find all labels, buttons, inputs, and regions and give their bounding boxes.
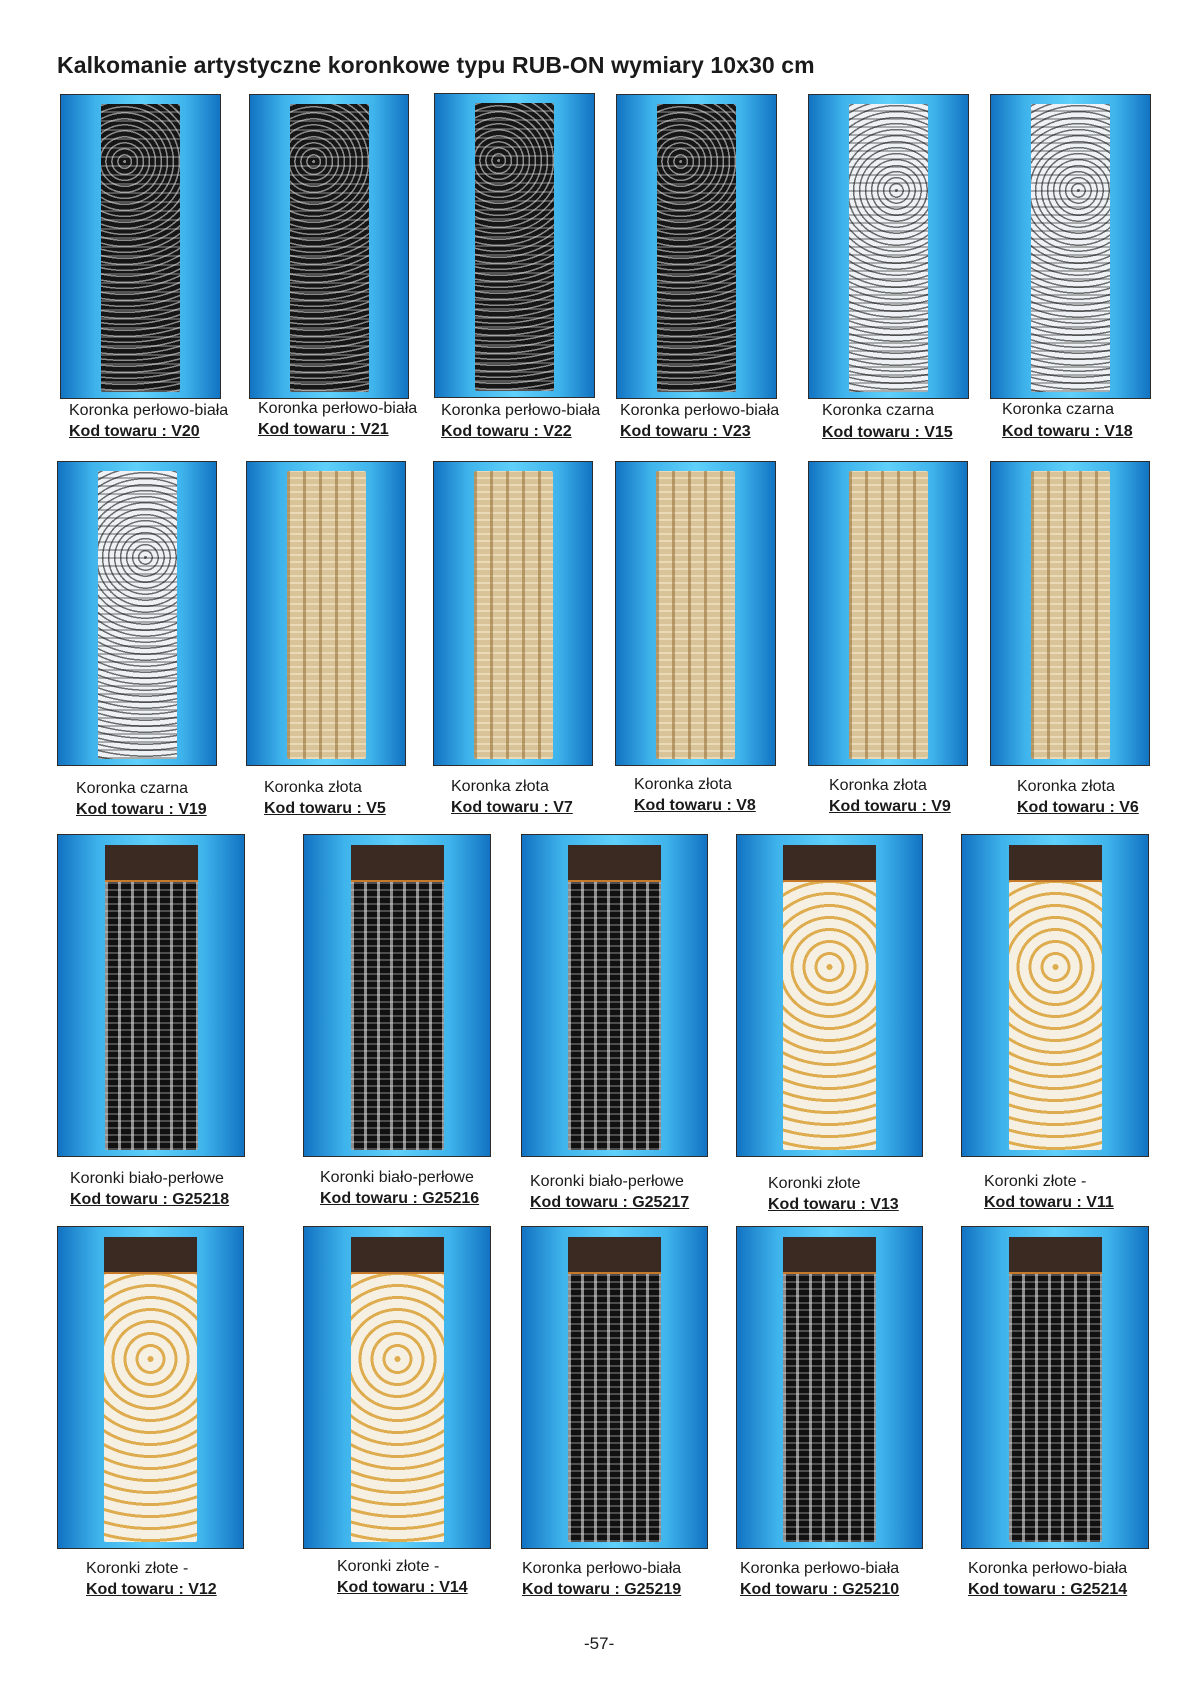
- package-header: [351, 845, 444, 882]
- product-photo: [434, 93, 595, 398]
- lace-sheet: [104, 1237, 197, 1542]
- product-name: Koronka perłowo-biała: [620, 402, 780, 419]
- product-name: Koronka czarna: [76, 780, 189, 797]
- product-photo: [249, 94, 409, 399]
- product-photo: [57, 1226, 244, 1549]
- product-photo: [961, 1226, 1149, 1549]
- package-header: [351, 1237, 444, 1274]
- product-code: Kod towaru : V19: [76, 801, 207, 818]
- lace-sheet: [287, 471, 366, 759]
- lace-sheet: [1031, 104, 1111, 392]
- lace-sheet: [351, 845, 444, 1150]
- product-photo: [521, 834, 708, 1157]
- product-name: Koronka złota: [634, 776, 732, 793]
- product-photo: [60, 94, 221, 399]
- package-header: [568, 1237, 661, 1274]
- product-code: Kod towaru : G25214: [968, 1581, 1128, 1598]
- lace-sheet: [1009, 845, 1102, 1150]
- lace-sheet: [849, 471, 928, 759]
- package-header: [568, 845, 661, 882]
- product-photo: [303, 1226, 491, 1549]
- lace-sheet: [101, 104, 181, 392]
- product-photo: [736, 834, 923, 1157]
- product-name: Koronki złote -: [984, 1173, 1087, 1190]
- product-name: Koronki złote -: [86, 1560, 189, 1577]
- page-title: Kalkomanie artystyczne koronkowe typu RUB-ON wymiary 10x30 cm: [57, 52, 815, 78]
- product-code: Kod towaru : V8: [634, 797, 756, 814]
- lace-sheet: [657, 104, 737, 392]
- product-name: Koronka złota: [829, 777, 927, 794]
- product-photo: [433, 461, 593, 766]
- product-name: Koronki złote -: [337, 1558, 440, 1575]
- product-name: Koronka perłowo-biała: [968, 1560, 1128, 1577]
- product-code: Kod towaru : V5: [264, 800, 386, 817]
- product-code: Kod towaru : V12: [86, 1581, 217, 1598]
- lace-sheet: [849, 104, 929, 392]
- lace-sheet: [783, 845, 876, 1150]
- package-header: [105, 845, 198, 882]
- product-photo: [521, 1226, 708, 1549]
- lace-sheet: [783, 1237, 876, 1542]
- product-name: Koronka złota: [451, 778, 549, 795]
- product-code: Kod towaru : G25218: [70, 1191, 230, 1208]
- product-code: Kod towaru : V23: [620, 423, 751, 440]
- product-photo: [990, 461, 1150, 766]
- lace-sheet: [1031, 471, 1110, 759]
- product-photo: [57, 834, 245, 1157]
- product-photo: [736, 1226, 923, 1549]
- product-code: Kod towaru : V13: [768, 1196, 899, 1213]
- package-header: [1009, 1237, 1102, 1274]
- product-photo: [808, 461, 968, 766]
- package-header: [783, 845, 876, 882]
- product-photo: [246, 461, 406, 766]
- product-name: Koronka czarna: [1002, 401, 1115, 418]
- page-number: -57-: [584, 1634, 615, 1653]
- product-code: Kod towaru : V15: [822, 424, 953, 441]
- product-photo: [961, 834, 1149, 1157]
- product-code: Kod towaru : V7: [451, 799, 573, 816]
- lace-sheet: [475, 103, 555, 391]
- product-code: Kod towaru : V18: [1002, 423, 1133, 440]
- product-name: Koronki biało-perłowe: [530, 1173, 684, 1190]
- lace-sheet: [474, 471, 553, 759]
- product-name: Koronka złota: [1017, 778, 1115, 795]
- product-name: Koronka perłowo-biała: [69, 402, 229, 419]
- package-header: [1009, 845, 1102, 882]
- product-code: Kod towaru : V21: [258, 421, 389, 438]
- product-code: Kod towaru : V11: [984, 1194, 1114, 1211]
- product-photo: [303, 834, 491, 1157]
- product-name: Koronka czarna: [822, 402, 935, 419]
- product-code: Kod towaru : V6: [1017, 799, 1139, 816]
- lace-sheet: [290, 104, 369, 392]
- product-photo: [57, 461, 217, 766]
- lace-sheet: [568, 845, 661, 1150]
- product-name: Koronka perłowo-biała: [522, 1560, 682, 1577]
- package-header: [104, 1237, 197, 1274]
- product-name: Koronki biało-perłowe: [320, 1169, 474, 1186]
- product-code: Kod towaru : V14: [337, 1579, 468, 1596]
- product-name: Koronka perłowo-biała: [258, 400, 418, 417]
- product-name: Koronka złota: [264, 779, 362, 796]
- product-code: Kod towaru : G25216: [320, 1190, 480, 1207]
- product-code: Kod towaru : V20: [69, 423, 200, 440]
- product-code: Kod towaru : G25217: [530, 1194, 690, 1211]
- product-code: Kod towaru : G25219: [522, 1581, 682, 1598]
- lace-sheet: [656, 471, 736, 759]
- lace-sheet: [105, 845, 198, 1150]
- lace-sheet: [568, 1237, 661, 1542]
- product-name: Koronki złote: [768, 1175, 861, 1192]
- product-photo: [808, 94, 969, 399]
- product-code: Kod towaru : V22: [441, 423, 572, 440]
- product-photo: [615, 461, 776, 766]
- lace-sheet: [351, 1237, 444, 1542]
- product-name: Koronka perłowo-biała: [441, 402, 601, 419]
- lace-sheet: [1009, 1237, 1102, 1542]
- product-photo: [990, 94, 1151, 399]
- lace-sheet: [98, 471, 177, 759]
- package-header: [783, 1237, 876, 1274]
- product-code: Kod towaru : V9: [829, 798, 951, 815]
- product-photo: [616, 94, 777, 399]
- product-name: Koronka perłowo-biała: [740, 1560, 900, 1577]
- product-name: Koronki biało-perłowe: [70, 1170, 224, 1187]
- product-code: Kod towaru : G25210: [740, 1581, 900, 1598]
